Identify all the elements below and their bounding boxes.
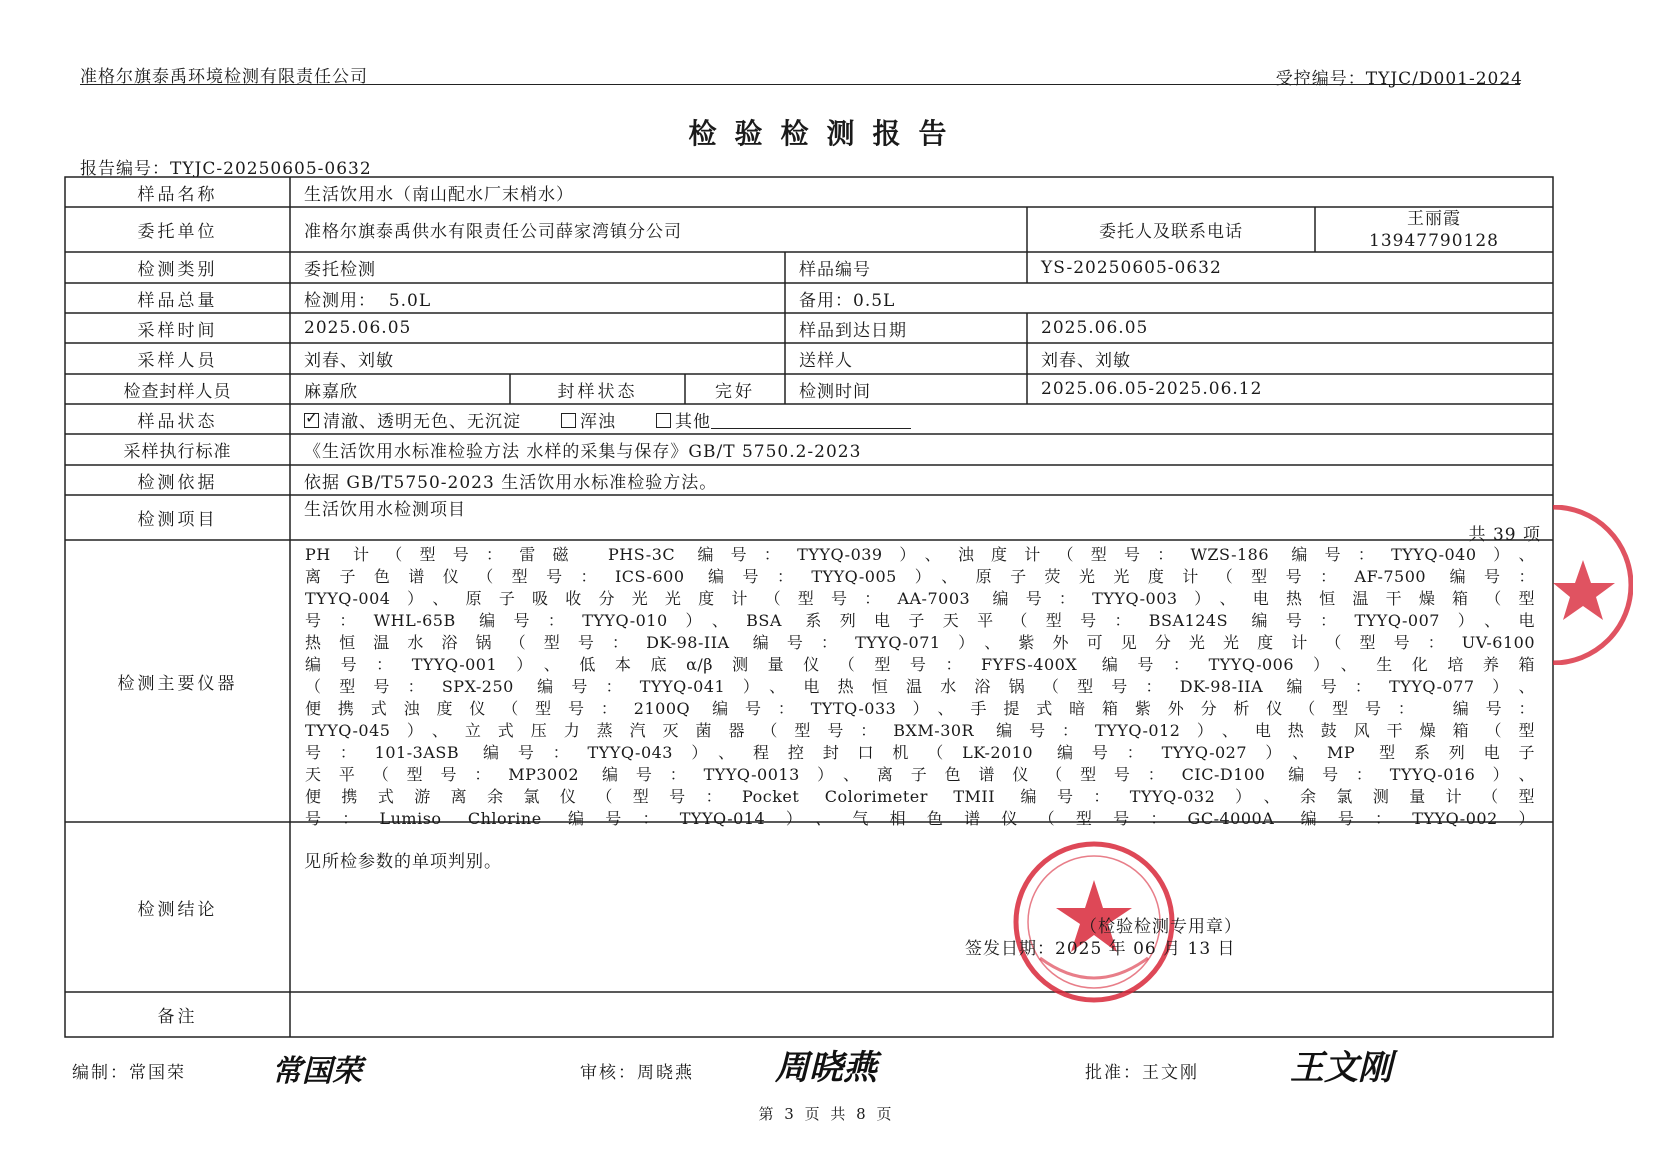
instrument-line: 便携式游离余氯仪（型号：Pocket Colorimeter TMII 编号：TYYQ-032）、余氯测量计（型 <box>305 787 1535 806</box>
instrument-line: （型号：SPX-250 编号：TYYQ-041）、电热恒温水浴锅（型号：DK-98-IIA 编号：TYYQ-077）、 <box>305 677 1535 696</box>
label-sample-state: 样品状态 <box>137 411 218 432</box>
control-number: 受控编号：TYJC/D001-2024 <box>1275 69 1523 89</box>
value-standard: 《生活饮用水标准检验方法 水样的采集与保存》GB/T 5750.2-2023 <box>304 442 862 462</box>
label-amount: 样品总量 <box>137 290 218 311</box>
instrument-list <box>305 544 1535 830</box>
checkbox-clear-checked <box>304 413 319 428</box>
value-sample-name: 生活饮用水（南山配水厂末梢水） <box>304 184 574 205</box>
value-amount: 检测用： 5.0L <box>304 290 432 311</box>
label-sampling-time: 采样时间 <box>137 320 218 341</box>
option-turbid: 浑浊 <box>580 411 616 432</box>
label-instruments: 检测主要仪器 <box>117 673 238 694</box>
sample-state-options <box>290 404 1553 434</box>
label-remarks: 备注 <box>157 1007 198 1027</box>
value-arrival-date: 2025.06.05 <box>1041 318 1149 338</box>
option-clear: 清澈、透明无色、无沉淀 <box>323 411 521 432</box>
compiler-label: 编制：常国荣 <box>72 1063 186 1083</box>
label-seal-status: 封样状态 <box>557 381 638 402</box>
label-sealer: 检查封样人员 <box>123 381 232 402</box>
checkbox-other <box>656 413 671 428</box>
instrument-line: 号：Lumiso Chlorine 编号：TYYQ-014）、气相色谱仪（型号：GC-4000A 编号：TYYQ-002） <box>305 809 1535 828</box>
label-items: 检测项目 <box>137 510 218 530</box>
report-number: 报告编号：TYJC-20250605-0632 <box>80 159 372 179</box>
value-sampling-time: 2025.06.05 <box>304 318 412 338</box>
label-arrival-date: 样品到达日期 <box>799 320 907 341</box>
compiler-signature: 常国荣 <box>272 1054 362 1089</box>
label-conclusion: 检测结论 <box>137 899 218 920</box>
label-sender: 送样人 <box>799 351 853 371</box>
instrument-line: TYYQ-004）、原子吸收分光光度计（型号：AA-7003 编号：TYYQ-003）、电热恒温干燥箱（型 <box>305 589 1535 608</box>
instrument-line: 热恒温水浴锅（型号：DK-98-IIA 编号：TYYQ-071）、紫外可见分光光度计（型号：UV-6100 <box>305 633 1535 652</box>
items-count: 共 39 项 <box>1468 525 1541 545</box>
instrument-line: PH 计（型号：雷磁 PHS-3C 编号：TYYQ-039）、浊度计（型号：WZS-186 编号：TYYQ-040）、 <box>305 545 1535 564</box>
reviewer-signature: 周晓燕 <box>775 1048 877 1088</box>
page-title: 检验检测报告 <box>688 117 965 150</box>
contact-name: 王丽霞 <box>1407 208 1461 229</box>
instrument-line: 离子色谱仪（型号：ICS-600 编号：TYYQ-005）、原子荧光光度计（型号：AF-7500 编号： <box>305 567 1535 586</box>
label-test-type: 检测类别 <box>137 260 218 280</box>
instrument-line: 号：101-3ASB 编号：TYYQ-043）、程控封口机（LK-2010 编号：TYYQ-027）、MP 型系列电子 <box>305 743 1535 762</box>
approver-label: 批准：王文刚 <box>1085 1063 1199 1083</box>
header-divider <box>80 84 1520 85</box>
label-standard: 采样执行标准 <box>123 442 232 462</box>
other-blank-line <box>711 410 911 429</box>
instrument-line: 编号：TYYQ-001）、低本底α/β测量仪（型号：FYFS-400X 编号：TYYQ-006）、生化培养箱 <box>305 655 1535 674</box>
label-basis: 检测依据 <box>137 472 218 493</box>
label-sample-no: 样品编号 <box>799 260 871 280</box>
contact-info <box>1315 207 1553 252</box>
value-sender: 刘春、刘敏 <box>1041 351 1131 371</box>
value-sample-no: YS-20250605-0632 <box>1041 257 1222 278</box>
value-test-type: 委托检测 <box>304 260 376 280</box>
value-sealer: 麻嘉欣 <box>304 381 358 402</box>
instrument-line: 号：WHL-65B 编号：TYYQ-010）、BSA 系列电子天平（型号：BSA124S 编号：TYYQ-007）、电 <box>305 611 1535 630</box>
instrument-line: TYYQ-045）、立式压力蒸汽灭菌器（型号：BXM-30R 编号：TYYQ-012）、电热鼓风干燥箱（型 <box>305 721 1535 740</box>
value-seal-status: 完好 <box>715 381 755 402</box>
value-items: 生活饮用水检测项目 <box>304 499 466 520</box>
sign-date: 签发日期：2025 年 06 月 13 日 <box>965 939 1236 959</box>
contact-phone: 13947790128 <box>1369 230 1499 251</box>
approver-signature: 王文刚 <box>1290 1048 1392 1088</box>
label-sample-name: 样品名称 <box>137 184 218 205</box>
page-number: 第 3 页 共 8 页 <box>758 1105 895 1123</box>
value-basis: 依据 GB/T5750-2023 生活饮用水标准检验方法。 <box>304 472 718 493</box>
value-test-time: 2025.06.05-2025.06.12 <box>1041 379 1263 399</box>
company-header: 准格尔旗泰禹环境检测有限责任公司 <box>80 67 368 87</box>
checkbox-turbid <box>561 413 576 428</box>
instrument-line: 天平（型号：MP3002 编号：TYYQ-0013）、离子色谱仪（型号：CIC-D100 编号：TYYQ-016）、 <box>305 765 1535 784</box>
label-test-time: 检测时间 <box>799 381 871 402</box>
value-client: 准格尔旗泰禹供水有限责任公司薛家湾镇分公司 <box>304 222 682 242</box>
option-other: 其他 <box>675 411 711 432</box>
label-sampler: 采样人员 <box>137 351 218 371</box>
value-conclusion: 见所检参数的单项判别。 <box>304 851 502 872</box>
seal-caption: （检验检测专用章） <box>1080 917 1242 937</box>
label-contact: 委托人及联系电话 <box>1099 222 1243 242</box>
label-client: 委托单位 <box>137 222 218 242</box>
value-sampler: 刘春、刘敏 <box>304 351 394 371</box>
instrument-line: 便携式浊度仪（型号：2100Q 编号：TYTQ-033）、手提式暗箱紫外分析仪（型号： 编号： <box>305 699 1535 718</box>
reviewer-label: 审核：周晓燕 <box>580 1063 694 1083</box>
value-spare: 备用：0.5L <box>799 290 896 311</box>
edge-seal-icon <box>1553 505 1633 665</box>
